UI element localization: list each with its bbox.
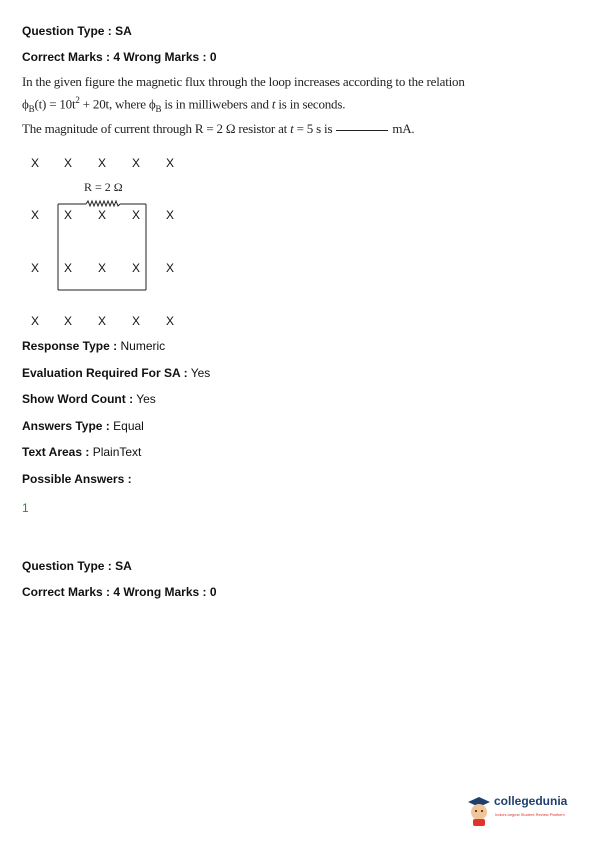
field-cross: X xyxy=(98,156,107,170)
answers-type-label: Answers Type : xyxy=(22,419,110,433)
question-type-2 xyxy=(22,559,132,574)
collegedunia-logo xyxy=(465,790,585,830)
response-type-value: Numeric xyxy=(120,339,166,353)
field-cross: X xyxy=(98,261,107,275)
field-cross: X xyxy=(132,261,141,275)
field-cross: X xyxy=(64,208,73,222)
question-line-3: The magnitude of current through R = 2 Ω resistor at t = 5 s is mA. xyxy=(22,120,415,136)
question-type-label-2: Question Type : xyxy=(22,559,112,573)
field-cross: X xyxy=(64,314,73,328)
field-cross: X xyxy=(166,156,175,170)
field-cross: X xyxy=(64,156,73,170)
field-cross: X xyxy=(31,261,40,275)
text-areas-value: PlainText xyxy=(92,445,142,459)
show-word-count xyxy=(22,392,156,407)
text-areas xyxy=(22,445,141,460)
resistor-zigzag xyxy=(86,201,120,206)
evaluation-required xyxy=(22,366,210,381)
field-cross: X xyxy=(98,314,107,328)
field-cross: X xyxy=(132,208,141,222)
field-cross: X xyxy=(31,208,40,222)
word-count-value: Yes xyxy=(136,392,156,406)
graduate-mascot-icon xyxy=(465,792,493,826)
evaluation-label: Evaluation Required For SA : xyxy=(22,366,188,380)
question-line-2: $\phi_B(t) = 10t^2 + 20t$, where $\phi_B$ is in milliwebers and t is in seconds. xyxy=(22,95,346,114)
possible-answers-label: Possible Answers : xyxy=(22,472,132,486)
field-cross: X xyxy=(166,261,175,275)
response-type xyxy=(22,339,165,354)
word-count-label: Show Word Count : xyxy=(22,392,134,406)
resistor-label: R = 2 Ω xyxy=(84,180,123,194)
logo-tagline: India's largest Student Review Platform xyxy=(495,812,565,817)
field-cross: X xyxy=(166,208,175,222)
response-type-label: Response Type : xyxy=(22,339,118,353)
question-type-value-2: SA xyxy=(115,559,132,573)
logo-brand: collegedunia xyxy=(494,794,568,808)
field-cross: X xyxy=(31,156,40,170)
field-cross: X xyxy=(98,208,107,222)
question-type-label: Question Type : xyxy=(22,24,112,38)
field-cross: X xyxy=(31,314,40,328)
field-cross: X xyxy=(132,156,141,170)
text-areas-label: Text Areas : xyxy=(22,445,90,459)
question-line-1: In the given figure the magnetic flux through the loop increases according to the relation xyxy=(22,74,465,89)
possible-answer-value: 1 xyxy=(22,501,29,515)
marks-line-2: Correct Marks : 4 Wrong Marks : 0 xyxy=(22,585,217,599)
field-cross: X xyxy=(132,314,141,328)
evaluation-value: Yes xyxy=(190,366,211,380)
answers-type xyxy=(22,419,144,434)
answers-type-value: Equal xyxy=(113,419,144,433)
question-type-value: SA xyxy=(115,24,132,38)
marks-line: Correct Marks : 4 Wrong Marks : 0 xyxy=(22,50,217,64)
field-cross: X xyxy=(166,314,175,328)
field-cross: X xyxy=(64,261,73,275)
